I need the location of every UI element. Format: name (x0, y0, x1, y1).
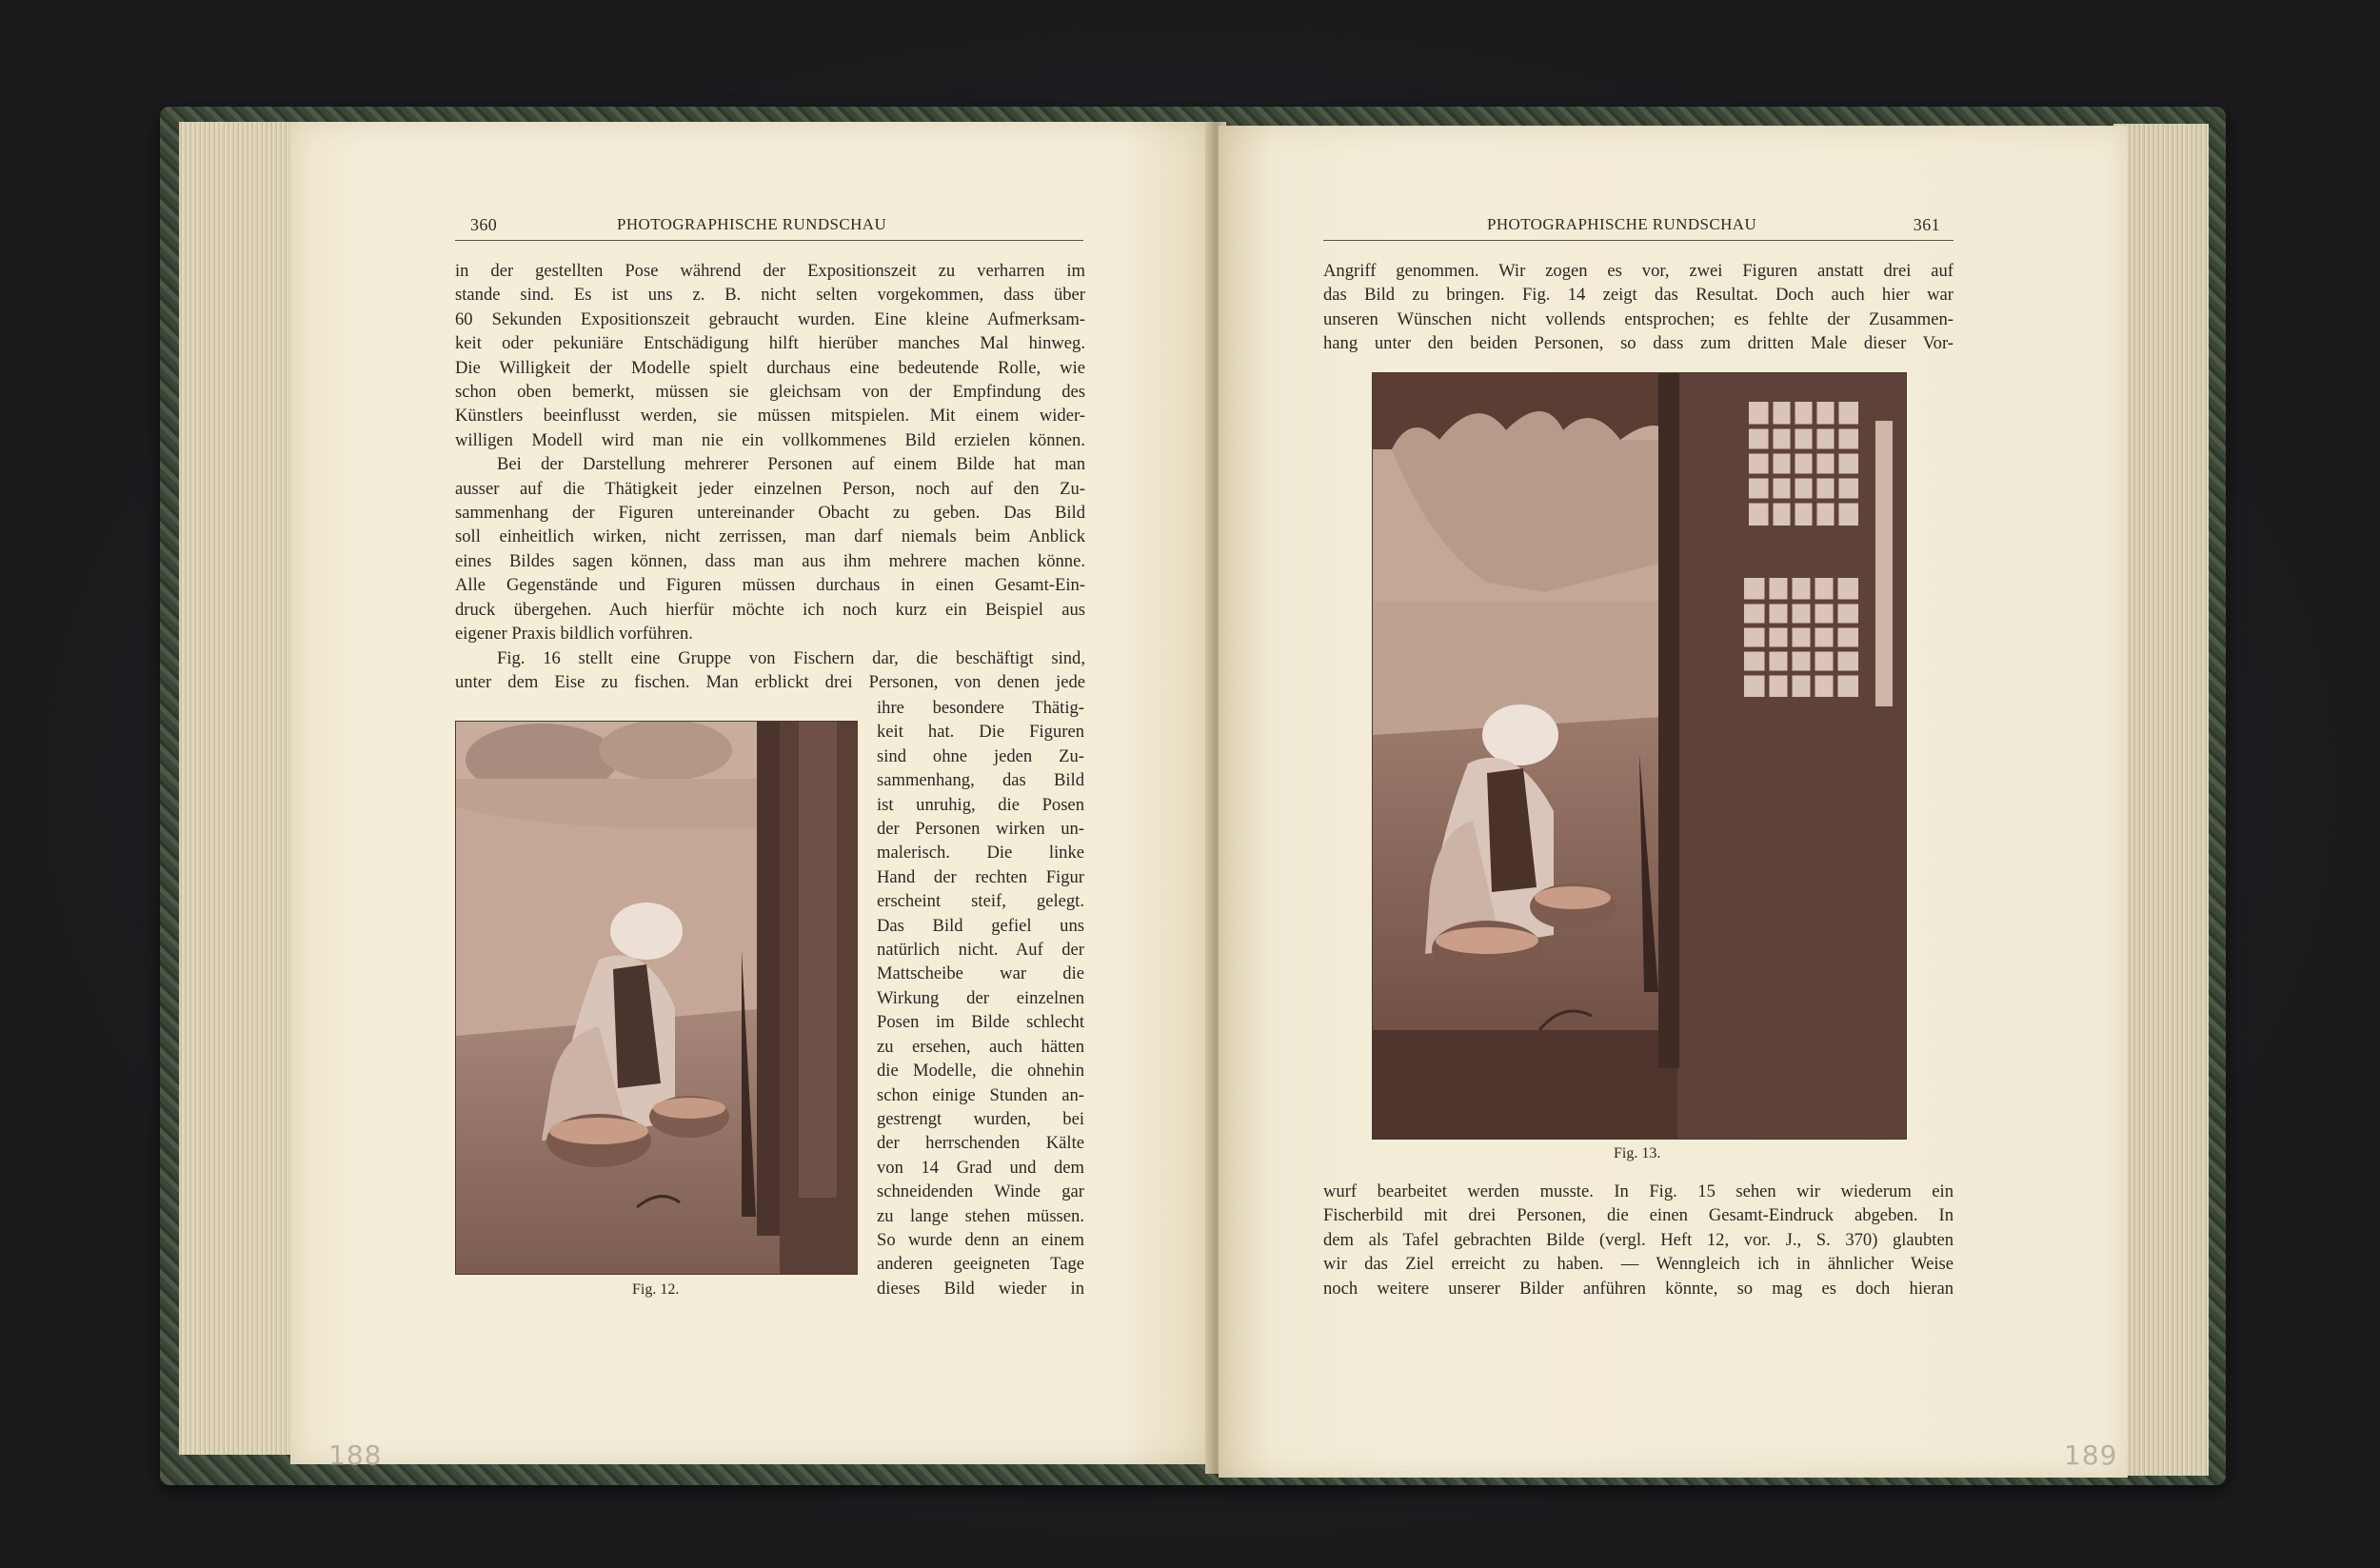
text-line: zu ersehen, auch hätten (877, 1036, 1084, 1057)
text-line: schneidenden Winde gar (877, 1181, 1084, 1202)
text-line: gestrengt wurden, bei (877, 1108, 1084, 1129)
text-line: erscheint steif, gelegt. (877, 891, 1084, 912)
figure-13-photo (1372, 372, 1907, 1140)
text-line: Mattscheibe war die (877, 963, 1084, 984)
text-line: Angriff genommen. Wir zogen es vor, zwei Figuren anstatt drei auf (1323, 261, 1954, 281)
text-line: unseren Wünschen nicht vollends entsprochen; es fehlte der Zusammen- (1323, 308, 1954, 329)
text-line: keit oder pekuniäre Entschädigung hilft hierüber manches Mal hinweg. (455, 333, 1085, 354)
text-line: Fig. 16 stellt eine Gruppe von Fischern dar, die beschäftigt sind, (497, 647, 1085, 668)
text-line: Bei der Darstellung mehrerer Personen auf einem Bilde hat man (497, 454, 1085, 475)
text-line: eigener Praxis bildlich vorführen. (455, 624, 693, 645)
text-line: natürlich nicht. Auf der (877, 940, 1084, 961)
right-running-header (1323, 211, 1954, 241)
right-top-text (1323, 259, 1954, 356)
text-line: die Modelle, die ohnehin (877, 1061, 1084, 1082)
text-line: ist unruhig, die Posen (877, 794, 1084, 815)
text-line: Die Willigkeit der Modelle spielt durchaus eine bedeutende Rolle, wie (455, 357, 1085, 378)
text-line: von 14 Grad und dem (877, 1157, 1084, 1178)
figure-13-caption: Fig. 13. (1614, 1145, 1661, 1161)
right-bottom-text (1323, 1180, 1954, 1300)
text-line: Hand der rechten Figur (877, 866, 1084, 887)
text-line: sammenhang der Figuren untereinander Obacht zu geben. Das Bild (455, 503, 1085, 524)
text-line: So wurde denn an einem (877, 1229, 1084, 1250)
text-line: der Personen wirken un- (877, 819, 1084, 840)
left-running-header (455, 211, 1083, 241)
page-number: 360 (470, 215, 498, 234)
text-line: Wirkung der einzelnen (877, 987, 1084, 1008)
text-line: wir das Ziel erreicht zu haben. — Wenngleich ich in ähnlicher Weise (1323, 1254, 1954, 1275)
figure-12-caption: Fig. 12. (632, 1281, 680, 1298)
text-line: hang unter den beiden Personen, so dass zum dritten Male dieser Vor- (1323, 333, 1954, 354)
text-line: Posen im Bilde schlecht (877, 1012, 1084, 1033)
text-line: ausser auf die Thätigkeit jeder einzelnen Person, noch auf den Zu- (455, 478, 1085, 499)
text-line: anderen geeigneten Tage (877, 1254, 1084, 1275)
text-line: druck übergehen. Auch hierfür möchte ich noch kurz ein Beispiel aus (455, 599, 1085, 620)
text-line: wurf bearbeitet werden musste. In Fig. 15 sehen wir wiederum ein (1323, 1181, 1954, 1201)
text-line: unter dem Eise zu fischen. Man erblickt drei Personen, von denen jede (455, 671, 1085, 692)
text-line: der herrschenden Kälte (877, 1133, 1084, 1154)
text-line: noch weitere unserer Bilder anführen könnte, so mag es doch hieran (1323, 1278, 1954, 1299)
text-line: sammenhang, das Bild (877, 770, 1084, 791)
text-line: Fischerbild mit drei Personen, die einen Gesamt-Eindruck abgeben. In (1323, 1205, 1954, 1226)
text-line: soll einheitlich wirken, nicht zerrissen, man darf niemals beim Anblick (455, 526, 1085, 547)
text-line: stande sind. Es ist uns z. B. nicht selten vorgekommen, dass über (455, 285, 1085, 306)
pencil-mark-right: 189 (2064, 1439, 2118, 1471)
text-line: schon einige Stunden an- (877, 1084, 1084, 1105)
text-line: Künstlers beeinflusst werden, sie müssen mitspielen. Mit einem wider- (455, 406, 1085, 427)
running-title: PHOTOGRAPHISCHE RUNDSCHAU (617, 215, 887, 233)
text-line: sind ohne jeden Zu- (877, 745, 1084, 766)
page-number: 361 (1913, 215, 1940, 234)
text-line: keit hat. Die Figuren (877, 722, 1084, 743)
page-edges-left (179, 122, 303, 1455)
text-line: willigen Modell wird man nie ein vollkommenes Bild erzielen können. (455, 429, 1085, 450)
left-column-text (877, 696, 1084, 1300)
text-line: in der gestellten Pose während der Expositionszeit zu verharren im (455, 261, 1085, 281)
page-edges-right (2113, 124, 2209, 1476)
text-line: dieses Bild wieder in (877, 1278, 1084, 1299)
text-line: das Bild zu bringen. Fig. 14 zeigt das Resultat. Doch auch hier war (1323, 285, 1954, 306)
running-title: PHOTOGRAPHISCHE RUNDSCHAU (1487, 215, 1757, 233)
text-line: eines Bildes sagen können, dass man aus ihm mehrere machen könne. (455, 550, 1085, 571)
text-line: 60 Sekunden Expositionszeit gebraucht wurden. Eine kleine Aufmerksam- (455, 308, 1085, 329)
text-line: Alle Gegenstände und Figuren müssen durchaus in einen Gesamt-Ein- (455, 575, 1085, 596)
text-line: dem als Tafel gebrachten Bilde (vergl. Heft 12, vor. J., S. 370) glaubten (1323, 1229, 1954, 1250)
pencil-mark-left: 188 (328, 1439, 383, 1471)
text-line: schon oben bemerkt, müssen sie gleichsam von der Empfindung des (455, 382, 1085, 403)
text-line: malerisch. Die linke (877, 843, 1084, 863)
text-line: Das Bild gefiel uns (877, 915, 1084, 936)
text-line: ihre besondere Thätig- (877, 698, 1084, 718)
text-line: zu lange stehen müssen. (877, 1205, 1084, 1226)
figure-12-photo (455, 721, 858, 1275)
left-body-text (455, 259, 1085, 694)
